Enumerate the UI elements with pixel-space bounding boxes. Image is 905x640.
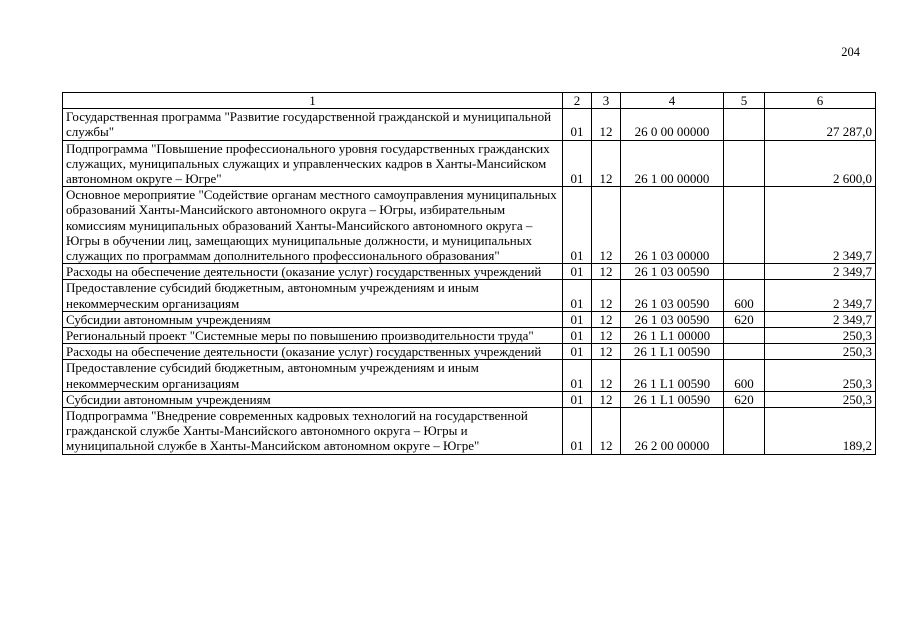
table-row — [63, 280, 876, 311]
expense-type-code — [724, 140, 765, 187]
table-row — [63, 360, 876, 391]
expense-type-code — [724, 264, 765, 280]
expense-type-code: 620 — [724, 391, 765, 407]
row-name: Расходы на обеспечение деятельности (оказание услуг) государственных учреждений — [63, 344, 563, 360]
section-code: 01 — [563, 280, 592, 311]
target-article-code: 26 0 00 00000 — [621, 109, 724, 140]
table-row — [63, 391, 876, 407]
row-name: Основное мероприятие "Содействие органам местного самоуправления муниципальных образований Ханты-Мансийского автономного округа – Югры, избирательным комиссиям муниципальных образований Ханты-Мансийского автономного округа – Югры в обучении лиц, замещающих муниципальные должности, и муниципальных служащих по программам дополнительного профессионального образования" — [63, 187, 563, 264]
target-article-code: 26 1 03 00590 — [621, 264, 724, 280]
table-row — [63, 311, 876, 327]
row-name: Субсидии автономным учреждениям — [63, 391, 563, 407]
expense-type-code — [724, 187, 765, 264]
column-header: 3 — [592, 93, 621, 109]
amount: 2 600,0 — [765, 140, 876, 187]
target-article-code: 26 1 03 00000 — [621, 187, 724, 264]
table-row — [63, 109, 876, 140]
column-header: 2 — [563, 93, 592, 109]
subsection-code: 12 — [592, 344, 621, 360]
section-code: 01 — [563, 264, 592, 280]
column-header: 4 — [621, 93, 724, 109]
table-row — [63, 344, 876, 360]
expense-type-code — [724, 328, 765, 344]
amount: 2 349,7 — [765, 311, 876, 327]
section-code: 01 — [563, 391, 592, 407]
row-name: Предоставление субсидий бюджетным, автономным учреждениям и иным некоммерческим организациям — [63, 280, 563, 311]
expense-type-code: 600 — [724, 360, 765, 391]
row-name: Государственная программа "Развитие государственной гражданской и муниципальной службы" — [63, 109, 563, 140]
section-code: 01 — [563, 408, 592, 455]
target-article-code: 26 1 00 00000 — [621, 140, 724, 187]
subsection-code: 12 — [592, 391, 621, 407]
amount: 2 349,7 — [765, 280, 876, 311]
row-name: Региональный проект "Системные меры по повышению производительности труда" — [63, 328, 563, 344]
subsection-code: 12 — [592, 328, 621, 344]
section-code: 01 — [563, 187, 592, 264]
table-row — [63, 328, 876, 344]
section-code: 01 — [563, 328, 592, 344]
amount: 2 349,7 — [765, 187, 876, 264]
amount: 250,3 — [765, 328, 876, 344]
expense-type-code: 620 — [724, 311, 765, 327]
row-name: Субсидии автономным учреждениям — [63, 311, 563, 327]
section-code: 01 — [563, 109, 592, 140]
expense-type-code — [724, 109, 765, 140]
amount: 2 349,7 — [765, 264, 876, 280]
target-article-code: 26 2 00 00000 — [621, 408, 724, 455]
table-row — [63, 264, 876, 280]
section-code: 01 — [563, 311, 592, 327]
amount: 250,3 — [765, 360, 876, 391]
target-article-code: 26 1 L1 00590 — [621, 360, 724, 391]
target-article-code: 26 1 03 00590 — [621, 311, 724, 327]
amount: 27 287,0 — [765, 109, 876, 140]
table-row — [63, 187, 876, 264]
table-row — [63, 140, 876, 187]
row-name: Подпрограмма "Внедрение современных кадровых технологий на государственной гражданской службе Ханты-Мансийского автономного округа – Югры и муниципальной службе в Ханты-Мансийском автономном округе – Югре" — [63, 408, 563, 455]
row-name: Предоставление субсидий бюджетным, автономным учреждениям и иным некоммерческим организациям — [63, 360, 563, 391]
subsection-code: 12 — [592, 187, 621, 264]
row-name: Подпрограмма "Повышение профессионального уровня государственных гражданских служащих, муниципальных служащих и управленческих кадров в Ханты-Мансийском автономном округе – Югре" — [63, 140, 563, 187]
budget-table — [62, 92, 876, 455]
section-code: 01 — [563, 360, 592, 391]
subsection-code: 12 — [592, 140, 621, 187]
target-article-code: 26 1 03 00590 — [621, 280, 724, 311]
subsection-code: 12 — [592, 264, 621, 280]
amount: 250,3 — [765, 391, 876, 407]
subsection-code: 12 — [592, 280, 621, 311]
page-number: 204 — [841, 45, 860, 59]
expense-type-code — [724, 408, 765, 455]
table-header-row — [63, 93, 876, 109]
target-article-code: 26 1 L1 00000 — [621, 328, 724, 344]
subsection-code: 12 — [592, 311, 621, 327]
section-code: 01 — [563, 140, 592, 187]
amount: 250,3 — [765, 344, 876, 360]
subsection-code: 12 — [592, 360, 621, 391]
column-header: 5 — [724, 93, 765, 109]
amount: 189,2 — [765, 408, 876, 455]
subsection-code: 12 — [592, 408, 621, 455]
subsection-code: 12 — [592, 109, 621, 140]
target-article-code: 26 1 L1 00590 — [621, 344, 724, 360]
column-header: 1 — [63, 93, 563, 109]
target-article-code: 26 1 L1 00590 — [621, 391, 724, 407]
table-row — [63, 408, 876, 455]
column-header: 6 — [765, 93, 876, 109]
section-code: 01 — [563, 344, 592, 360]
expense-type-code — [724, 344, 765, 360]
expense-type-code: 600 — [724, 280, 765, 311]
row-name: Расходы на обеспечение деятельности (оказание услуг) государственных учреждений — [63, 264, 563, 280]
